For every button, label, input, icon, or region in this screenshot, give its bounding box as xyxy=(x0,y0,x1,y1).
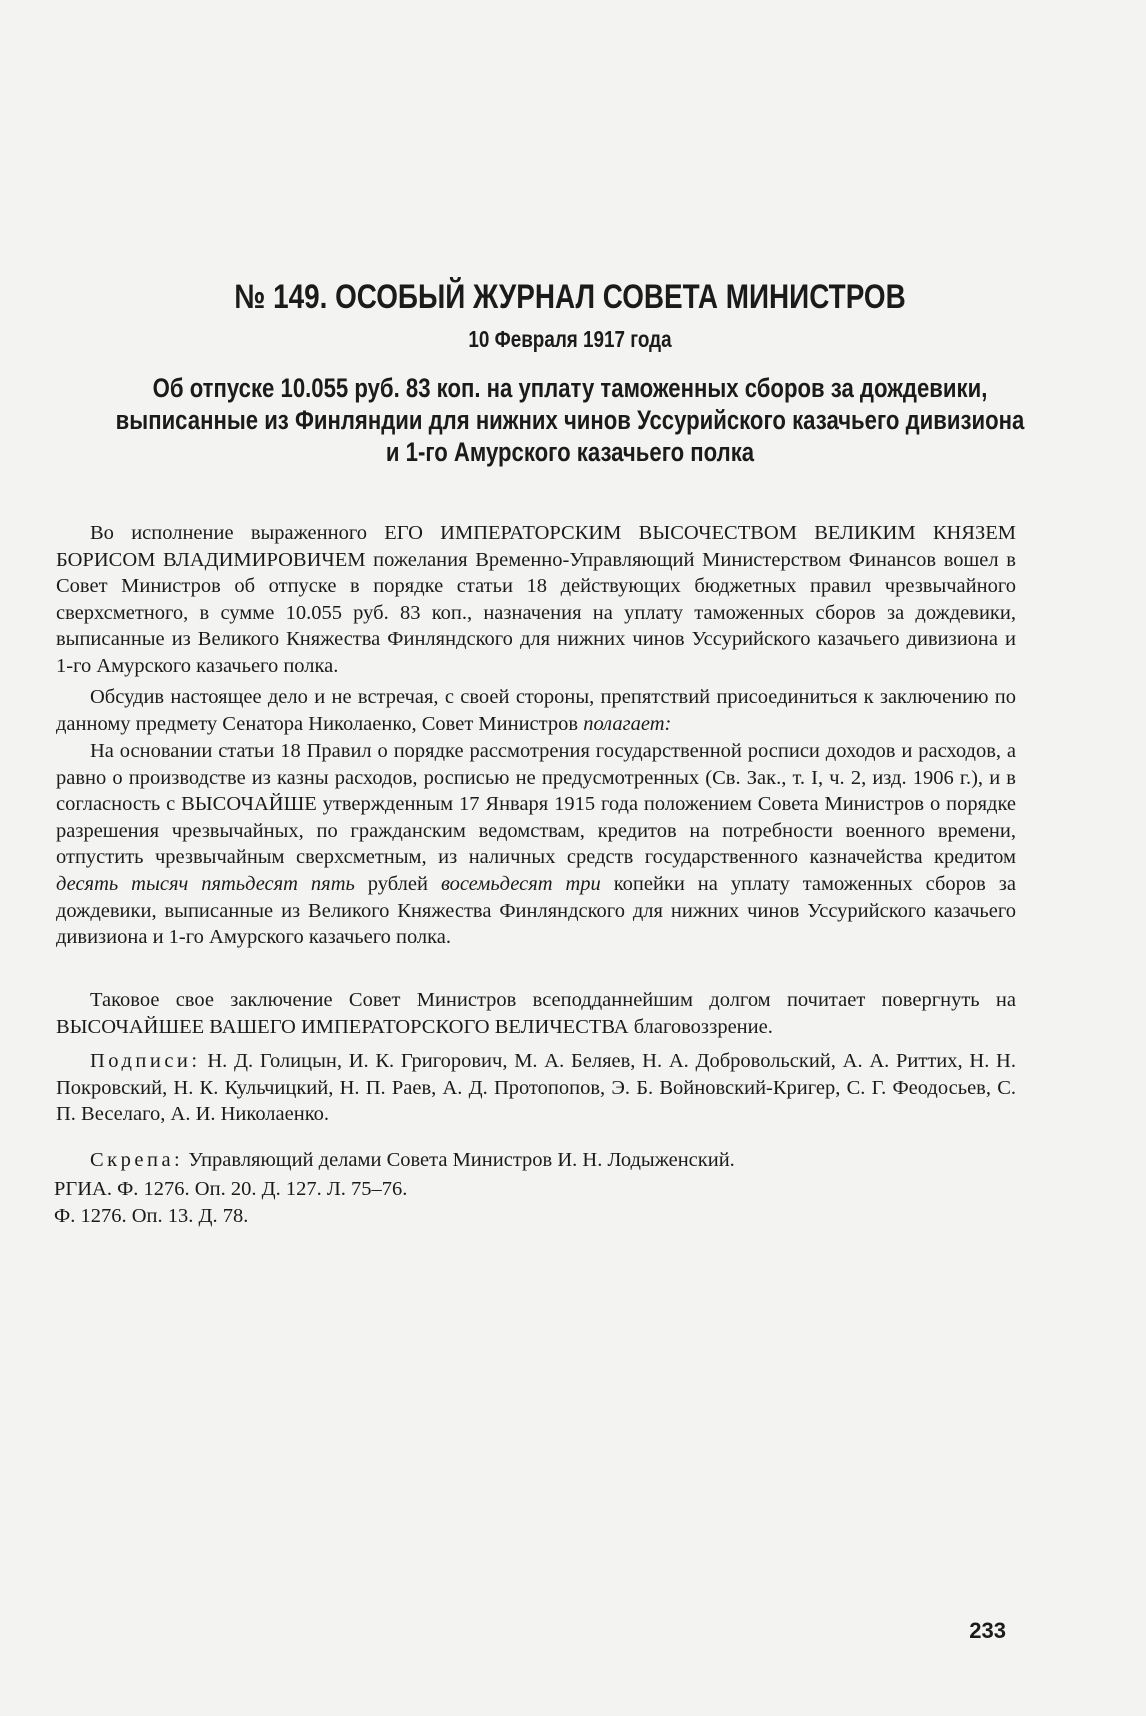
paragraph-italic: восемьдесят три xyxy=(440,872,601,895)
paragraph-italic: полагает: xyxy=(583,712,672,735)
page-number: 233 xyxy=(969,1618,1006,1643)
paragraph-text xyxy=(56,1147,1016,1174)
paragraph-run: Обсудив настоящее дело и не встречая, с своей стороны, препятствий присоединиться к заключению по данному предмету Сенатора Николаенко, Совет Министров xyxy=(56,686,1016,735)
signatures xyxy=(56,1048,1016,1128)
document-date: 10 Февраля 1917 года xyxy=(468,326,672,352)
archive-reference: РГИА. Ф. 1276. Оп. 20. Д. 127. Л. 75–76. xyxy=(54,1178,408,1200)
subject-line: Об отпуске 10.055 руб. 83 коп. на уплату таможенных сборов за дождевики, xyxy=(152,373,988,403)
paragraph-text xyxy=(56,684,1016,737)
paragraph-text: Таковое свое заключение Совет Министров всеподданнейшим долгом почитает повергнуть на ВЫСОЧАЙШЕЕ ВАШЕГО ИМПЕРАТОРСКОГО ВЕЛИЧЕСТВА благовоззрение. xyxy=(56,989,1016,1038)
paragraph-run: рублей xyxy=(354,872,441,895)
paragraph-discussion xyxy=(56,684,1016,737)
document-title: № 149. ОСОБЫЙ ЖУРНАЛ СОВЕТА МИНИСТРОВ xyxy=(234,278,906,316)
paragraph-italic: десять тысяч пятьдесят пять xyxy=(56,872,355,895)
paragraph-text xyxy=(56,738,1016,951)
skrepa-label: Скрепа: xyxy=(90,1149,184,1171)
subject-line: и 1-го Амурского казачьего полка xyxy=(385,437,755,467)
archive-references xyxy=(54,1176,407,1230)
paragraph-run: На основании статьи 18 Правил о порядке рассмотрения государственной росписи доходов и расходов, а равно о производстве из казны расходов, росписью не предусмотренных (Св. Зак., т. I, ч. 2, изд. 1906 г.), и в согласность с ВЫСОЧАЙШЕ утвержденным 17 Января 1915 года положением Совета Министров о порядке разрешения чрезвычайных, по гражданским ведомствам, кредитов на потребности военного времени, отпустить чрезвычайным сверхсметным, из наличных средств государственного казначейства кредитом xyxy=(56,740,1016,869)
skrepa-text: Управляющий делами Совета Министров И. Н. Лодыженский. xyxy=(183,1149,735,1171)
paragraph-text: Во исполнение выраженного ЕГО ИМПЕРАТОРСКИМ ВЫСОЧЕСТВОМ ВЕЛИКИМ КНЯЗЕМ БОРИСОМ ВЛАДИМИРОВИЧЕМ пожелания Временно-Управляющий Министерством Финансов вошел в Совет Министров об отпуске в порядке статьи 18 действующих бюджетных правил чрезвычайного сверхсметного, в сумме 10.055 руб. 83 коп., назначения на уплату таможенных сборов за дождевики, выписанные из Великого Княжества Финляндского для нижних чинов Уссурийского казачьего дивизиона и 1-го Амурского казачьего полка. xyxy=(56,522,1016,677)
skrepa xyxy=(56,1147,1016,1174)
paragraph-conclusion xyxy=(56,987,1016,1040)
archive-reference: Ф. 1276. Оп. 13. Д. 78. xyxy=(54,1205,249,1227)
paragraph-resolution xyxy=(56,738,1016,951)
signatures-names: Н. Д. Голицын, И. К. Григорович, М. А. Беляев, Н. А. Добровольский, А. А. Риттих, Н. Н. Покровский, Н. К. Кульчицкий, Н. П. Раев, А. Д. Протопопов, Э. Б. Войновский-Кригер, С. Г. Феодосьев, С. П. Веселаго, А. И. Николаенко. xyxy=(56,1050,1016,1126)
paragraph-execution xyxy=(56,520,1016,680)
paragraph-text xyxy=(56,1048,1016,1128)
paragraph-run: копейки на уплату таможенных сборов за дождевики, выписанные из Великого Княжества Финляндского для нижних чинов Уссурийского казачьего дивизиона и 1-го Амурского казачьего полка. xyxy=(56,872,1016,949)
document-subject xyxy=(78,372,1062,468)
signatures-label: Подписи: xyxy=(90,1050,201,1072)
subject-line: выписанные из Финляндии для нижних чинов Уссурийского казачьего дивизиона xyxy=(115,405,1025,435)
